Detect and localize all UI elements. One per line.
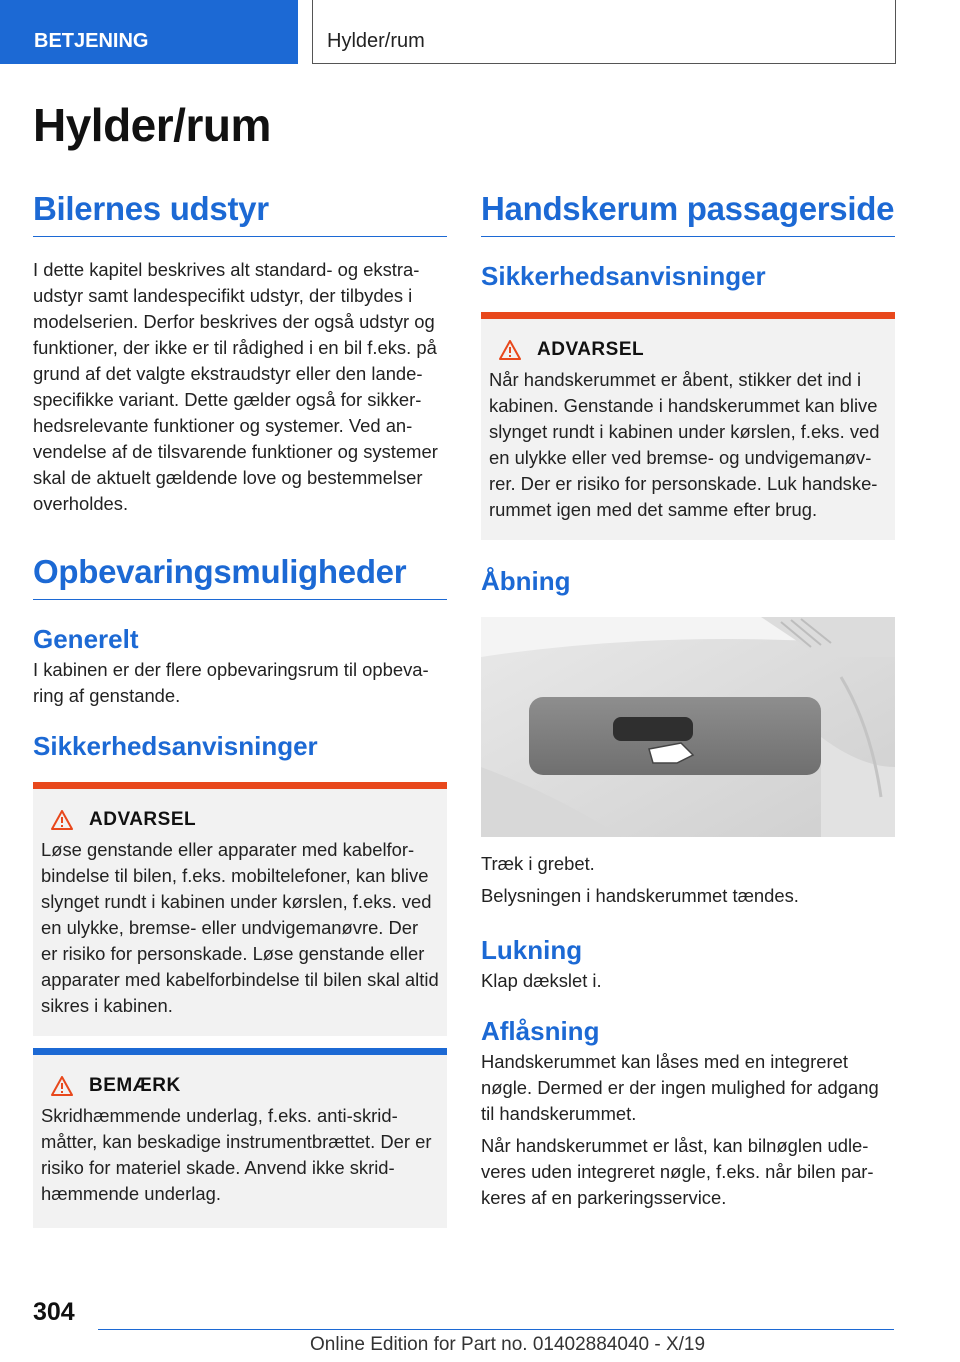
warning-header-right <box>499 339 887 361</box>
warning-triangle-icon <box>499 340 521 360</box>
locking-text-1: Handskerummet kan låses med en integreret nøgle. Dermed er der ingen mulighed for adgang til handskerummet. <box>481 1051 879 1124</box>
warning-box <box>33 782 447 1036</box>
note-box <box>33 1048 447 1228</box>
left-column <box>33 190 447 1228</box>
header-chapter-tab: Hylder/rum <box>312 0 896 64</box>
section-title-storage: Opbevaringsmuligheder <box>33 553 447 600</box>
subsection-title-general: Generelt <box>33 624 139 654</box>
warning-box-right <box>481 312 895 540</box>
note-label: BEMÆRK <box>89 1075 181 1096</box>
glovebox-illustration <box>481 617 895 837</box>
glovebox-photo <box>481 617 895 837</box>
equipment-text: I dette kapitel beskrives alt standard- og ekstraudstyr samt landespecifikt udstyr, der tilbydes i modelserien. Derfor beskrives der også udstyr og funktioner, der ikke er til rådighed i en bil f.eks. på grund af det valgte ekstraudstyr eller den landespecifikke variant. Dette gælder også for sikkerhedsrelevante funktioner og systemer. Ved anvendelse af de tilsvarende funktioner og systemer skal de aktuelt gældende love og bestemmelser overholdes. <box>33 259 438 514</box>
page-title: Hylder/rum <box>33 99 271 151</box>
warning-triangle-icon <box>51 810 73 830</box>
opening-text-2: Belysningen i handskerummet tændes. <box>481 885 799 906</box>
subsection-title-safety-right: Sikkerhedsanvisninger <box>481 261 766 291</box>
opening-text-1: Træk i grebet. <box>481 853 595 874</box>
subsection-title-safety: Sikkerhedsanvisninger <box>33 731 318 761</box>
subsection-title-closing: Lukning <box>481 935 583 965</box>
subsection-title-locking: Aflåsning <box>481 1016 600 1046</box>
header-section-tab: BETJENING <box>0 0 298 64</box>
warning-text: Løse genstande eller apparater med kabelforbindelse til bilen, f.eks. mobiltelefoner, kan blive slynget rundt i kabinen under kørslen, f.eks. ved en ulykke, bremse- eller undvigemanøvre. Der er risiko for personskade. Løse genstande eller apparater med kabelforbindelse til bilen skal altid sikres i kabinen. <box>41 839 439 1016</box>
footer-edition: Online Edition for Part no. 01402884040 - X/19 <box>310 1334 706 1355</box>
subsection-title-opening: Åbning <box>481 566 571 596</box>
right-column <box>481 190 895 1211</box>
note-text: Skridhæmmende underlag, f.eks. anti-skridmåtter, kan beskadige instrumentbrættet. Der er risiko for materiel skade. Anvend ikke skridhæmmende underlag. <box>41 1105 432 1204</box>
note-header <box>51 1075 439 1097</box>
section-title-glovebox: Handskerum passagerside <box>481 190 895 237</box>
warning-triangle-icon <box>51 1076 73 1096</box>
warning-text-right: Når handskerummet er åbent, stikker det ind i kabinen. Genstande i handskerummet kan blive slynget rundt i kabinen under kørslen, f.eks. ved en ulykke eller ved bremse- og undvigemanøvrer. Der er risiko for personskade. Luk handskerummet igen med det samme efter brug. <box>489 369 880 520</box>
section-title-equipment: Bilernes udstyr <box>33 190 447 237</box>
warning-label: ADVARSEL <box>89 809 197 830</box>
locking-text-2: Når handskerummet er låst, kan bilnøglen udleveres uden integreret nøgle, f.eks. når bilen parkeres af en parkeringsservice. <box>481 1135 874 1208</box>
general-text: I kabinen er der flere opbevaringsrum til opbevaring af genstande. <box>33 659 429 706</box>
page-number: 304 <box>33 1298 75 1326</box>
closing-text: Klap dækslet i. <box>481 970 602 991</box>
warning-label-right: ADVARSEL <box>537 339 645 360</box>
footer-divider <box>98 1329 894 1330</box>
warning-header <box>51 809 439 831</box>
